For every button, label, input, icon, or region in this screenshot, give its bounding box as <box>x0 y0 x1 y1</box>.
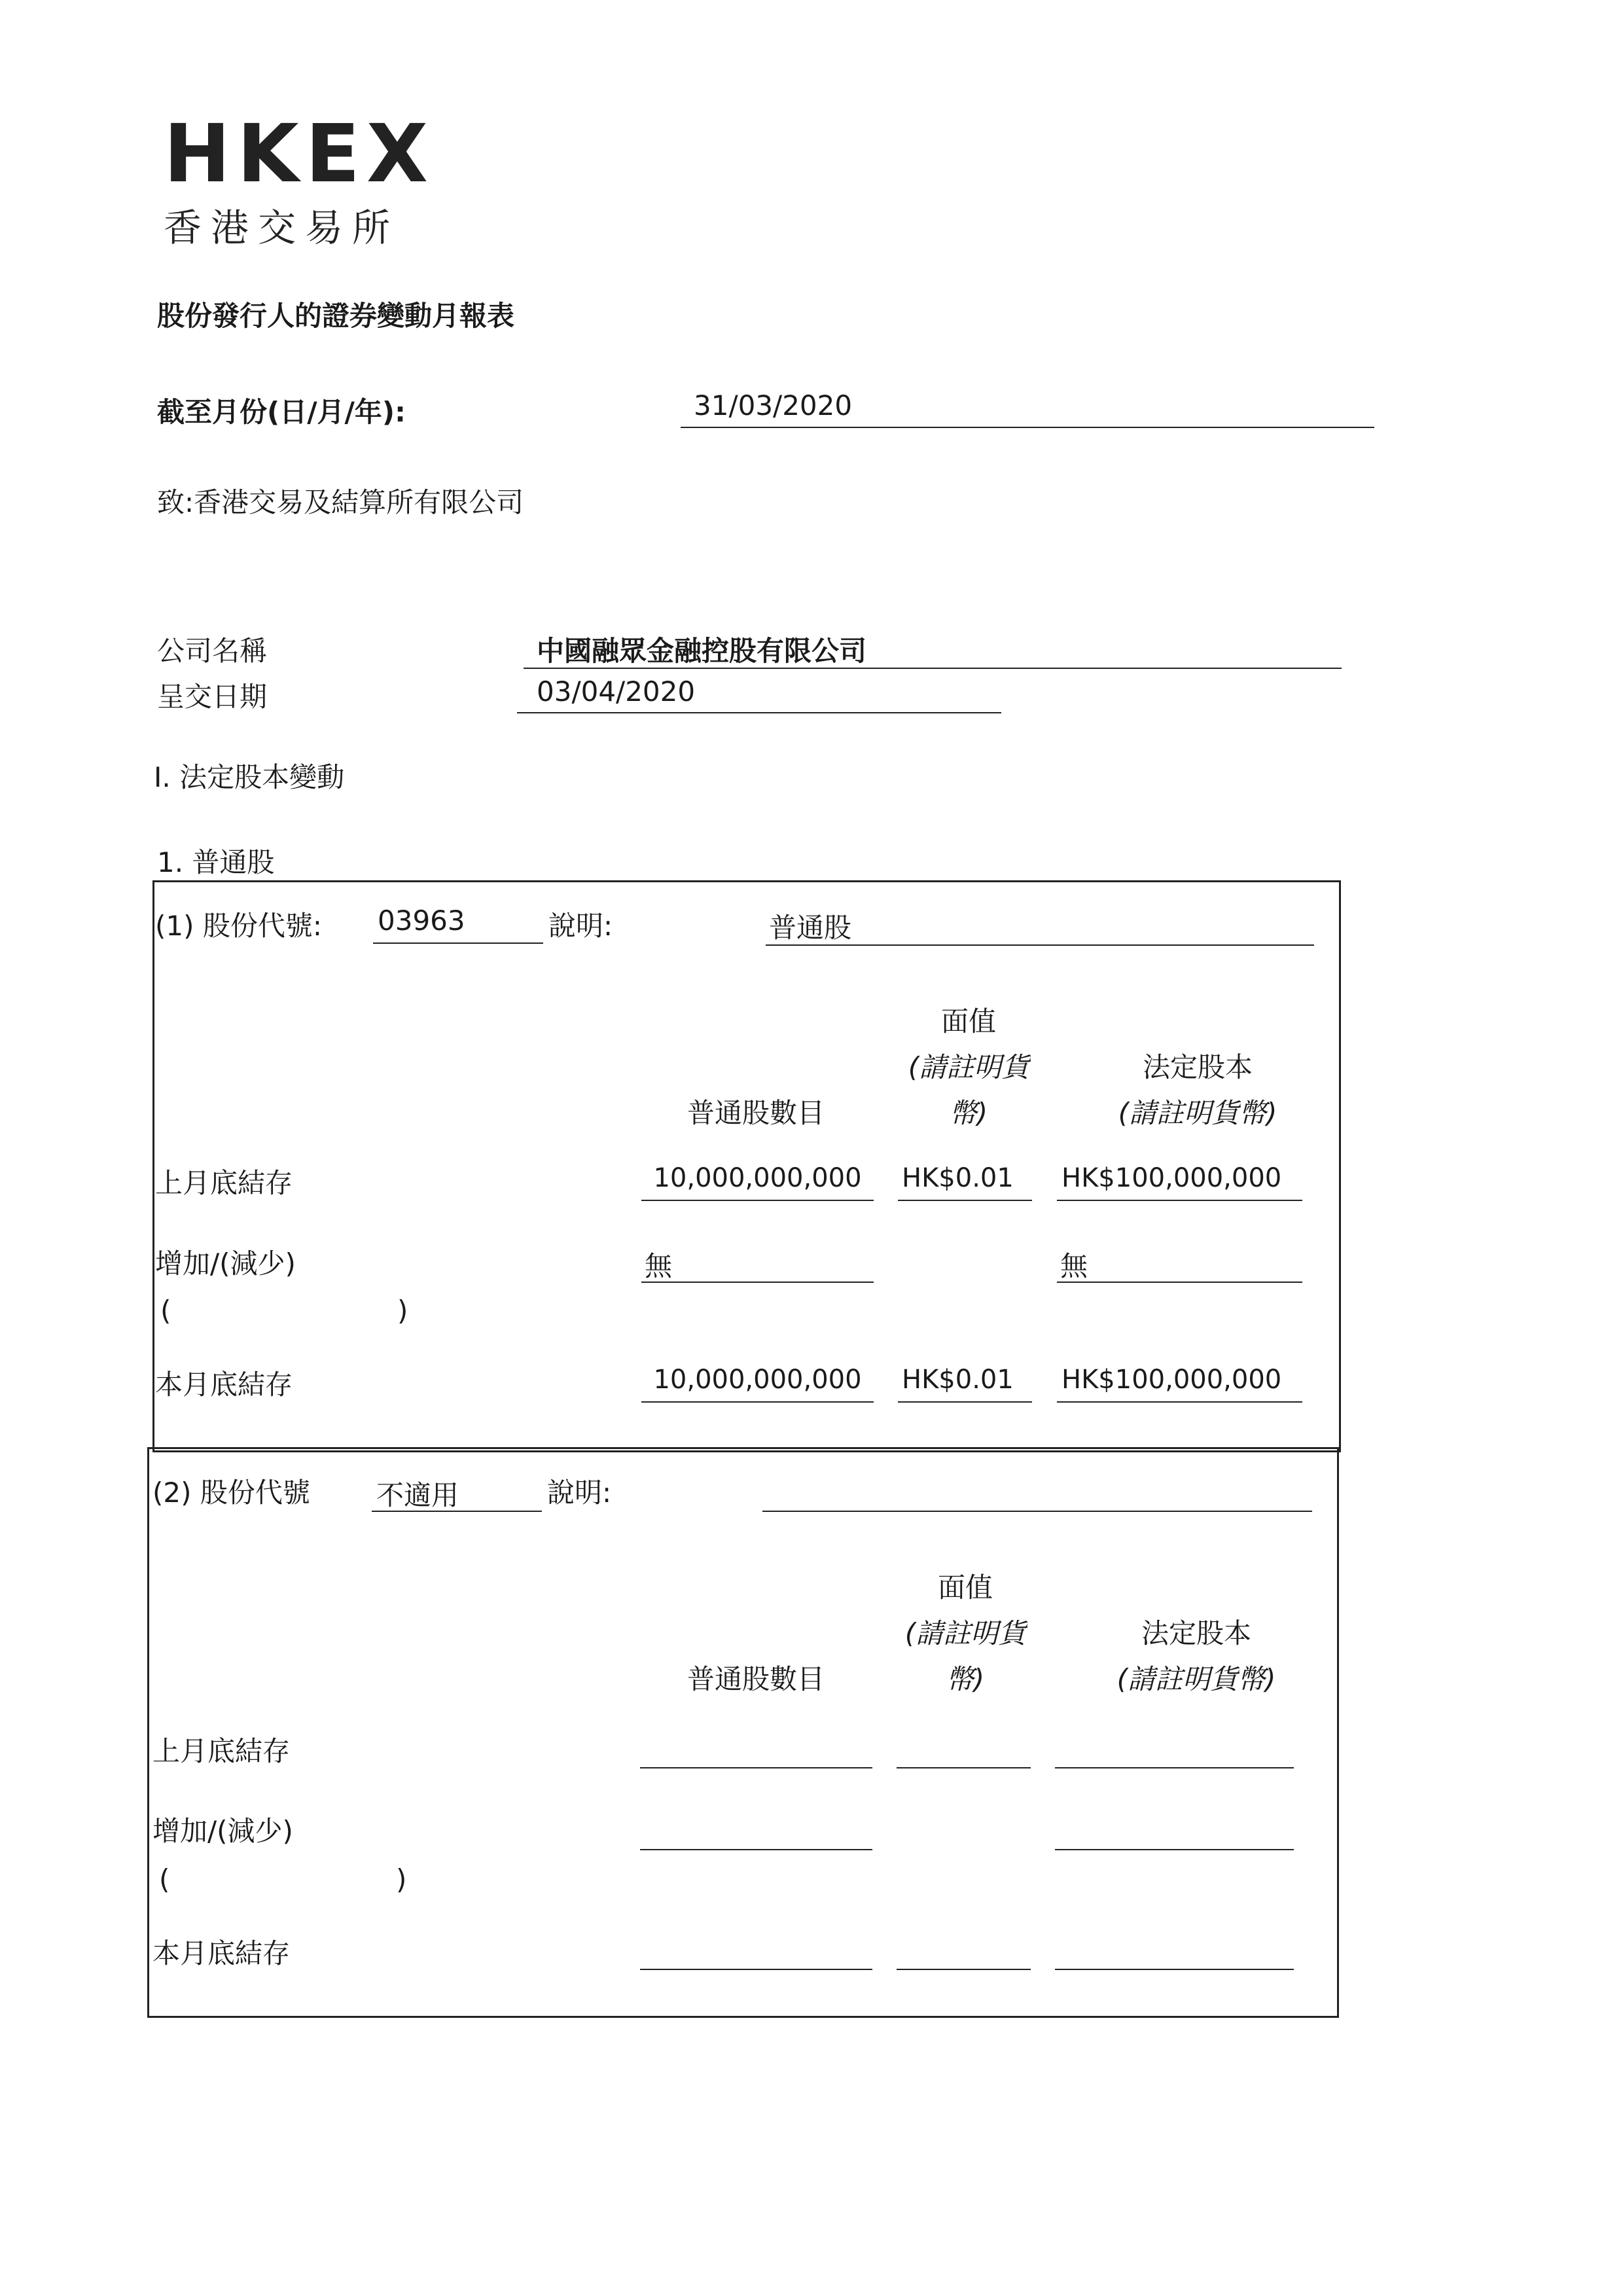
class1-opening-capital: HK$100,000,000 <box>1061 1163 1282 1193</box>
class2-code-underline <box>372 1511 542 1512</box>
class2-capital-title: 法定股本 <box>1141 1617 1251 1649</box>
class1-closing-capital: HK$100,000,000 <box>1061 1365 1282 1395</box>
share-class-2-box <box>147 1447 1339 2018</box>
class2-closing-label: 本月底結存 <box>152 1937 291 1969</box>
section-heading: I. 法定股本變動 <box>154 761 345 793</box>
class2-closing-capital-underline <box>1055 1969 1294 1970</box>
class1-opening-shares-underline <box>641 1200 874 1201</box>
hkex-logo <box>164 107 435 252</box>
class1-change-shares-underline <box>641 1282 874 1283</box>
class1-code-value: 03963 <box>378 905 465 937</box>
class2-par-title: 面值 <box>937 1571 993 1604</box>
class2-desc-label: 說明: <box>547 1477 612 1509</box>
submission-date-underline <box>517 712 1001 713</box>
class1-change-shares: 無 <box>645 1250 673 1282</box>
class1-par-note-1: (請註明貨 <box>908 1051 1029 1083</box>
class1-code-label: (1) 股份代號: <box>155 910 322 942</box>
class2-opening-capital-underline <box>1055 1767 1294 1768</box>
class1-closing-par: HK$0.01 <box>902 1365 1014 1395</box>
recipient-line: 致:香港交易及結算所有限公司 <box>157 486 524 518</box>
class1-desc-label: 說明: <box>548 910 613 942</box>
class1-change-paren-open: ( <box>160 1295 171 1327</box>
class2-par-note-1: (請註明貨 <box>904 1617 1026 1649</box>
class1-desc-underline <box>766 944 1314 946</box>
class2-change-capital-underline <box>1055 1849 1294 1850</box>
period-value: 31/03/2020 <box>694 389 853 422</box>
company-value: 中國融眾金融控股有限公司 <box>537 635 867 667</box>
class1-desc-value: 普通股 <box>769 912 852 944</box>
class1-capital-note: (請註明貨幣) <box>1118 1097 1277 1129</box>
class1-closing-capital-underline <box>1057 1401 1302 1403</box>
logo-chinese: 香港交易所 <box>164 206 400 250</box>
class2-code-label: (2) 股份代號 <box>152 1477 310 1509</box>
class1-code-underline <box>373 942 543 944</box>
period-label: 截至月份(日/月/年): <box>157 396 406 428</box>
company-underline <box>524 668 1342 669</box>
class2-code-value: 不適用 <box>376 1479 459 1511</box>
sub-heading: 1. 普通股 <box>157 846 275 878</box>
submission-date-value: 03/04/2020 <box>537 675 696 708</box>
class1-opening-par: HK$0.01 <box>902 1163 1014 1193</box>
class1-par-note-2: 幣) <box>949 1097 988 1129</box>
class1-closing-par-underline <box>898 1401 1032 1403</box>
class1-opening-label: 上月底結存 <box>155 1167 293 1199</box>
class1-closing-label: 本月底結存 <box>155 1369 293 1401</box>
class2-shares-header: 普通股數目 <box>687 1663 825 1695</box>
period-underline <box>681 427 1374 428</box>
class1-change-capital: 無 <box>1060 1250 1088 1282</box>
class1-change-capital-underline <box>1057 1282 1302 1283</box>
class1-opening-capital-underline <box>1057 1200 1302 1201</box>
class2-par-note-2: 幣) <box>946 1663 985 1695</box>
form-title: 股份發行人的證券變動月報表 <box>157 300 515 332</box>
class2-closing-shares-underline <box>640 1969 872 1970</box>
company-label: 公司名稱 <box>157 635 268 667</box>
class2-change-label: 增加/(減少) <box>152 1815 293 1847</box>
class1-opening-par-underline <box>898 1200 1032 1201</box>
class2-closing-par-underline <box>897 1969 1031 1970</box>
class1-closing-shares: 10,000,000,000 <box>653 1365 862 1395</box>
class2-change-paren-open: ( <box>159 1863 170 1895</box>
class1-opening-shares: 10,000,000,000 <box>653 1163 862 1193</box>
logo-mark: HKEX <box>164 107 435 200</box>
class1-change-label: 增加/(減少) <box>155 1247 296 1280</box>
class2-desc-underline <box>762 1511 1312 1512</box>
class1-change-paren-close: ) <box>397 1295 408 1327</box>
class2-opening-shares-underline <box>640 1767 872 1768</box>
class1-closing-shares-underline <box>641 1401 874 1403</box>
class2-capital-note: (請註明貨幣) <box>1116 1663 1276 1695</box>
submission-date-label: 呈交日期 <box>157 681 268 713</box>
class1-capital-title: 法定股本 <box>1142 1051 1253 1083</box>
class2-change-paren-close: ) <box>396 1863 407 1895</box>
class2-opening-label: 上月底結存 <box>152 1735 291 1767</box>
class2-change-shares-underline <box>640 1849 872 1850</box>
class2-opening-par-underline <box>897 1767 1031 1768</box>
class1-shares-header: 普通股數目 <box>687 1097 825 1129</box>
class1-par-title: 面值 <box>940 1005 996 1037</box>
